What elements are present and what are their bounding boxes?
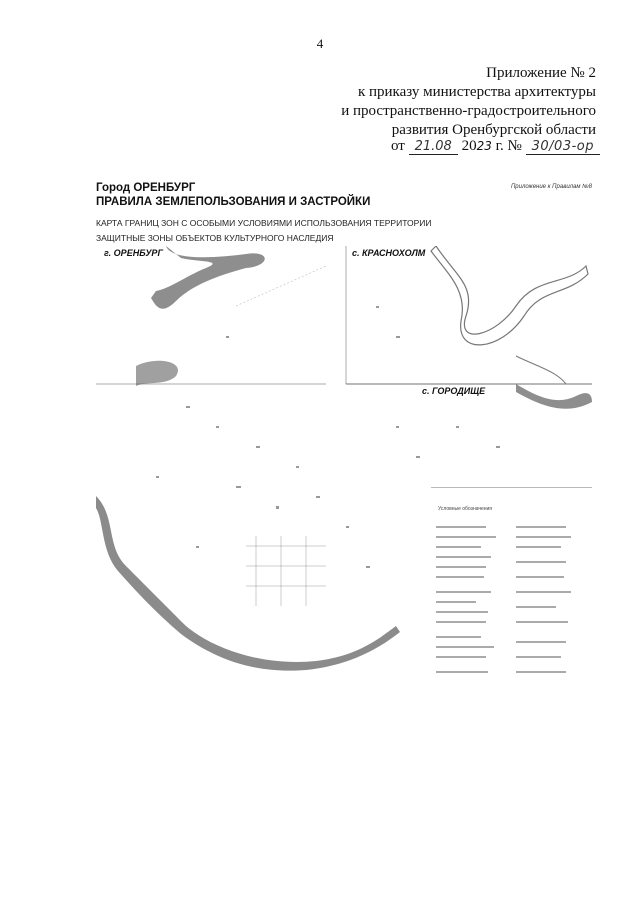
map-label-krasnokholm: с. КРАСНОХОЛМ (352, 248, 426, 258)
date-handwritten: 21.08 (409, 139, 458, 155)
legend-title: Условные обозначения (438, 506, 493, 512)
annex-line-4: развития Оренбургской области (391, 122, 596, 138)
map-sheet (96, 176, 596, 716)
page-number: 4 (316, 36, 324, 51)
city-grid (246, 536, 326, 606)
year-tail: г. № (495, 138, 522, 154)
sheet-title-rules: ПРАВИЛА ЗЕМЛЕПОЛЬЗОВАНИЯ И ЗАСТРОЙКИ (96, 196, 371, 208)
river-sakmara (136, 361, 178, 386)
river-ural-lower (96, 496, 400, 671)
sheet-title-city: Город ОРЕНБУРГ (96, 182, 196, 194)
river-ural (151, 246, 265, 309)
road-diagonal (236, 266, 326, 306)
date-line (391, 138, 600, 155)
annex-line-2: к приказу министерства архитектуры (357, 84, 596, 100)
map-label-orenburg: г. ОРЕНБУРГ (104, 248, 163, 258)
year-handwritten: 23 (476, 139, 492, 153)
year-prefix: 20 (461, 138, 477, 154)
annex-line-3: и пространственно-градостроительного (341, 103, 596, 119)
sheet-subtitle-map: КАРТА ГРАНИЦ ЗОН С ОСОБЫМИ УСЛОВИЯМИ ИСПОЛЬЗОВАНИЯ ТЕРРИТОРИИ (96, 218, 432, 228)
map-area (96, 246, 592, 716)
map-label-gorodishche: с. ГОРОДИЩЕ (422, 386, 486, 396)
annex-line-1: Приложение № 2 (486, 65, 596, 81)
sheet-subtitle-zones: ЗАЩИТНЫЕ ЗОНЫ ОБЪЕКТОВ КУЛЬТУРНОГО НАСЛЕДИЯ (96, 233, 334, 243)
map-drawing (96, 246, 592, 716)
river-gorodishche (516, 384, 592, 409)
river-krasnokholm (431, 246, 588, 345)
annex-block (341, 64, 596, 140)
order-number-handwritten: 30/03-ор (526, 139, 600, 155)
river-krasnokholm-bend (516, 356, 566, 384)
sheet-appendix-label: Приложение к Правилам №8 (510, 184, 592, 190)
date-prefix: от (390, 138, 405, 154)
